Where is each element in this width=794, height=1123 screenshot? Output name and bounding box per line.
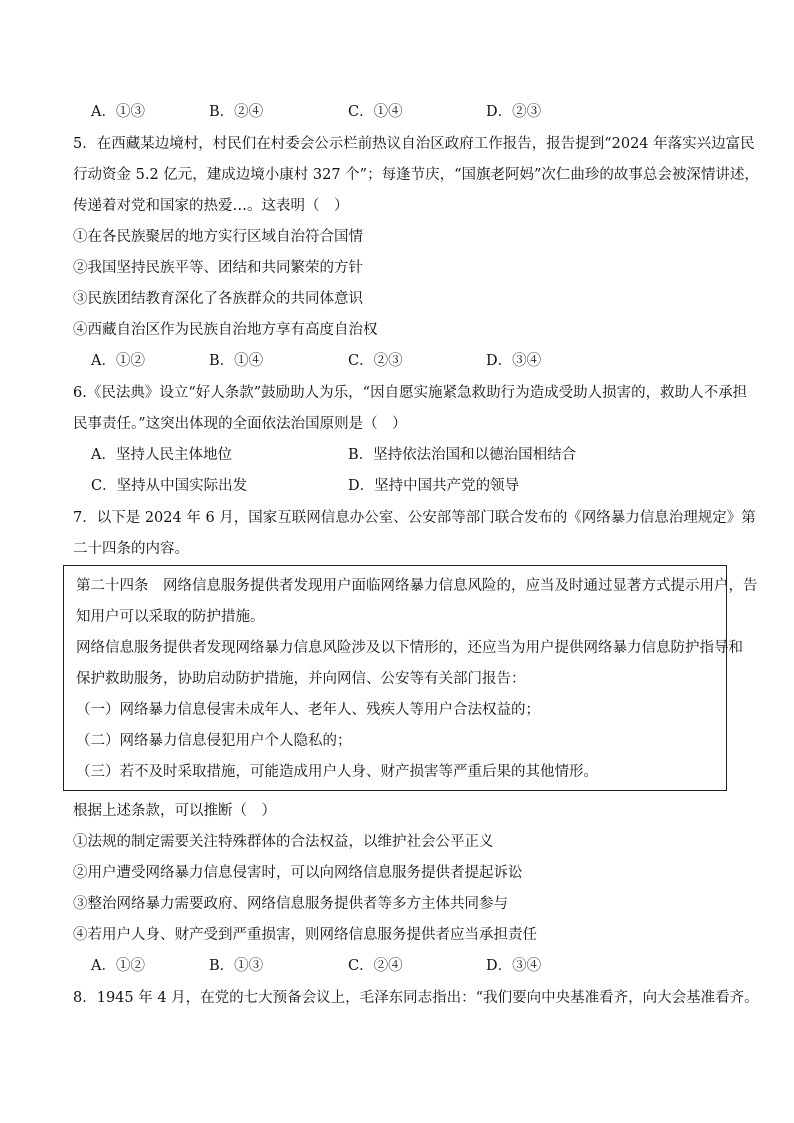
option-d: D．②③ [486, 104, 542, 120]
q7-statement-1: ①法规的制定需要关注特殊群体的合法权益，以维护社会公平正义 [73, 834, 494, 850]
option-d: D．③④ [486, 353, 542, 369]
option-b: B．①④ [209, 353, 264, 369]
option-b: B．坚持依法治国和以德治国相结合 [348, 447, 577, 463]
option-c: C．②④ [348, 958, 403, 974]
box-line-2: 知用户可以采取的防护措施。 [76, 609, 265, 625]
option-c: C．坚持从中国实际出发 [91, 478, 248, 494]
option-b: B．②④ [209, 104, 264, 120]
option-a: A．坚持人民主体地位 [91, 447, 232, 463]
box-line-7: （三）若不及时采取措施，可能造成用户人身、财产损害等严重后果的其他情形。 [76, 764, 598, 780]
q7-statement-2: ②用户遭受网络暴力信息侵害时，可以向网络信息服务提供者提起诉讼 [73, 865, 523, 881]
box-line-6: （二）网络暴力信息侵犯用户个人隐私的； [76, 733, 352, 749]
option-a: A．①② [91, 958, 145, 974]
q6-stem-line-2: 民事责任。”这突出体现的全面依法治国原则是（ ） [73, 416, 407, 432]
q5-stem-line-1: 5．在西藏某边境村，村民们在村委会公示栏前热议自治区政府工作报告，报告提到“2024 年落实兴边富民 [73, 136, 755, 152]
q7-statement-3: ③整治网络暴力需要政府、网络信息服务提供者等多方主体共同参与 [73, 896, 508, 912]
q5-statement-3: ③民族团结教育深化了各族群众的共同体意识 [73, 291, 363, 307]
option-c: C．②③ [348, 353, 403, 369]
box-line-3: 网络信息服务提供者发现网络暴力信息风险涉及以下情形的，还应当为用户提供网络暴力信息防护指导和 [76, 640, 743, 656]
q7-stem-line-2: 二十四条的内容。 [73, 541, 189, 557]
box-line-5: （一）网络暴力信息侵害未成年人、老年人、残疾人等用户合法权益的； [76, 702, 540, 718]
q5-stem-line-3: 传递着对党和国家的热爱…。这表明（ ） [73, 198, 349, 214]
q5-statement-1: ①在各民族聚居的地方实行区域自治符合国情 [73, 229, 363, 245]
option-b: B．①③ [209, 958, 264, 974]
q7-stem-line-1: 7．以下是 2024 年 6 月，国家互联网信息办公室、公安部等部门联合发布的《网络暴力信息治理规定》第 [73, 510, 756, 526]
q6-stem-line-1: 6.《民法典》设立“好人条款”鼓励助人为乐，“因自愿实施紧急救助行为造成受助人损害的，救助人不承担 [73, 385, 748, 401]
option-c: C．①④ [348, 104, 403, 120]
regulation-text-box [63, 565, 758, 791]
option-a: A．①③ [91, 104, 145, 120]
option-d: D．坚持中国共产党的领导 [348, 478, 520, 494]
q7-statement-4: ④若用户人身、财产受到严重损害，则网络信息服务提供者应当承担责任 [73, 927, 537, 943]
box-line-4: 保护救助服务，协助启动防护措施，并向网信、公安等有关部门报告： [76, 671, 526, 687]
box-line-1: 第二十四条 网络信息服务提供者发现用户面临网络暴力信息风险的，应当及时通过显著方式提示用户，告 [76, 578, 758, 594]
q7-question: 根据上述条款，可以推断（ ） [73, 803, 276, 819]
option-d: D．③④ [486, 958, 542, 974]
q8-stem: 8．1945 年 4 月，在党的七大预备会议上，毛泽东同志指出：“我们要向中央基准看齐，向大会基准看齐。 [73, 990, 759, 1006]
q5-statement-2: ②我国坚持民族平等、团结和共同繁荣的方针 [73, 260, 363, 276]
q5-statement-4: ④西藏自治区作为民族自治地方享有高度自治权 [73, 322, 378, 338]
q5-stem-line-2: 行动资金 5.2 亿元，建成边境小康村 327 个”；每逢节庆，“国旗老阿妈”次仁曲珍的故事总会被深情讲述， [73, 167, 759, 183]
option-a: A．①② [91, 353, 145, 369]
